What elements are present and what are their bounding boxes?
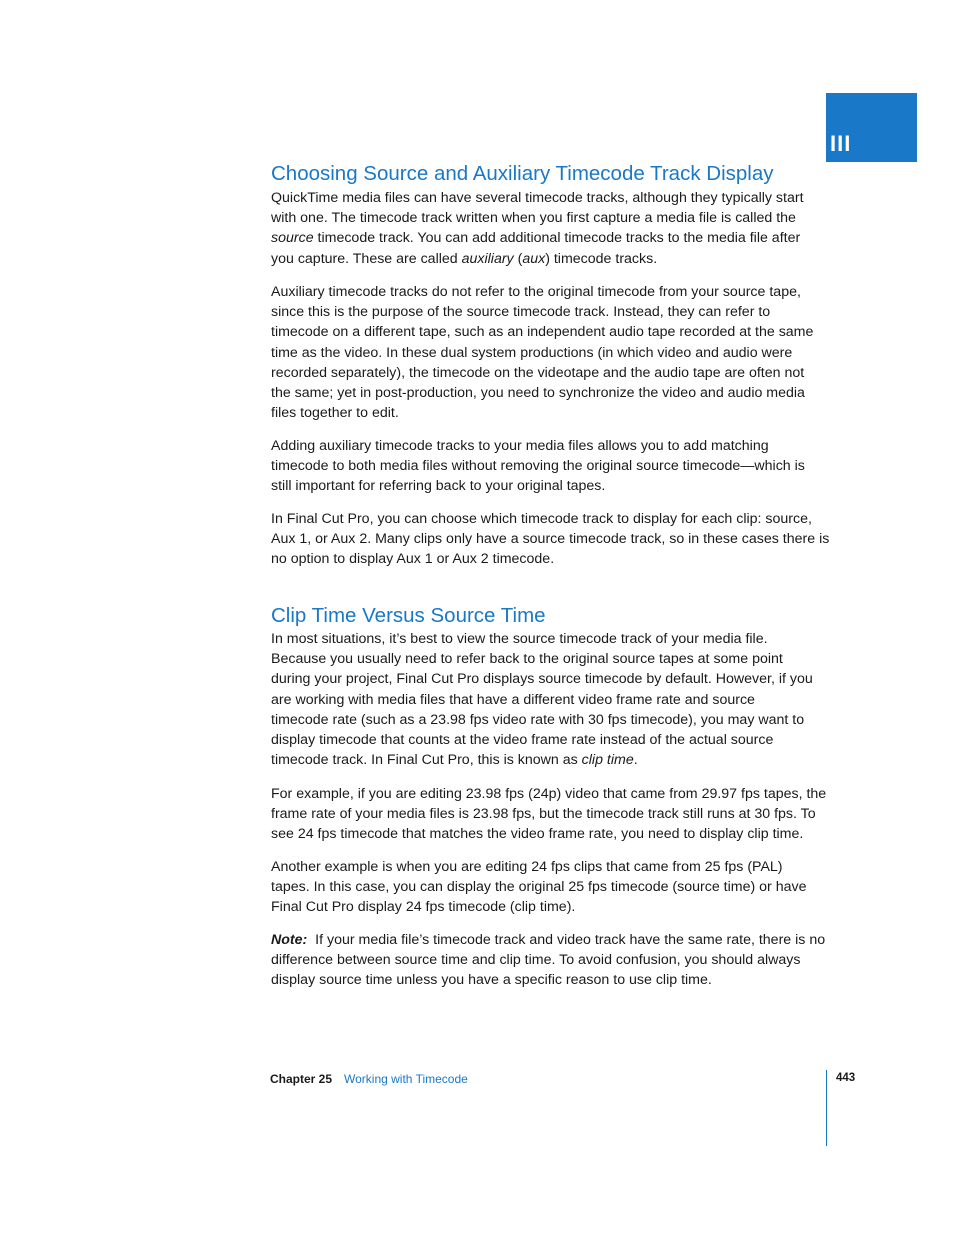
page-number: 443	[836, 1072, 856, 1084]
paragraph	[271, 857, 827, 918]
text-line: timecode to both media files without removing the original source timecode—which is	[271, 458, 805, 475]
text-line: In Final Cut Pro, you can choose which timecode track to display for each clip: source,	[271, 511, 812, 527]
chapter-part-tab	[826, 93, 917, 162]
paragraph	[271, 436, 827, 497]
emphasis: clip time	[581, 752, 634, 769]
text-line: are working with media files that have a different video frame rate and source	[271, 691, 755, 708]
text-line: QuickTime media files can have several timecode tracks, although they typically start	[271, 190, 804, 206]
chapter-part-label: III	[830, 131, 852, 156]
text-line: files together to edit.	[271, 405, 399, 422]
text-line: with one. The timecode track written when you first capture a media file is called the	[271, 210, 796, 227]
text-line	[271, 750, 827, 770]
text-line: For example, if you are editing 23.98 fps (24p) video that came from 29.97 fps tapes, the	[271, 786, 827, 802]
text-line	[271, 930, 827, 950]
text-line: since this is the purpose of the source timecode track. Instead, they can refer to	[271, 304, 771, 321]
text-line: Adding auxiliary timecode tracks to your media files allows you to add matching	[271, 438, 769, 454]
section-heading-clip-time: Clip Time Versus Source Time	[271, 604, 546, 627]
footer-divider	[826, 1070, 827, 1146]
text-line: Because you usually need to refer back to the original source tapes at some point	[271, 651, 783, 668]
paragraph	[271, 188, 827, 269]
text-line: recorded separately), the timecode on the videotape and the audio tape are often not	[271, 364, 805, 381]
emphasis: source	[271, 230, 314, 247]
footer-chapter-label: Chapter 25	[270, 1072, 333, 1086]
text-line: Auxiliary timecode tracks do not refer to the original timecode from your source tape,	[271, 284, 801, 300]
note-label: Note:	[271, 932, 308, 948]
text-line: during your project, Final Cut Pro displays source timecode by default. However, if you	[271, 671, 813, 688]
paragraph	[271, 282, 827, 423]
text-line: timecode on a different tape, such as an independent audio tape recorded at the same	[271, 324, 814, 341]
text-line: timecode rate (such as a 23.98 fps video rate with 30 fps timecode), you may want to	[271, 711, 805, 728]
text-run: you capture. These are called	[271, 250, 462, 267]
text-line	[271, 228, 827, 248]
text-line: still important for referring back to your original tapes.	[271, 478, 606, 495]
paragraph	[271, 509, 830, 570]
text-run: (	[513, 250, 523, 267]
paragraph	[271, 784, 827, 845]
text-run: If your media file’s timecode track and video track have the same rate, there is no	[307, 932, 826, 948]
text-line: In most situations, it’s best to view the source timecode track of your media file.	[271, 631, 768, 647]
text-line: Final Cut Pro display 24 fps timecode (clip time).	[271, 899, 576, 916]
text-line: display source time unless you have a specific reason to use clip time.	[271, 972, 712, 989]
footer-chapter-title: Working with Timecode	[344, 1072, 468, 1086]
note-paragraph	[271, 930, 827, 991]
text-line: Another example is when you are editing 24 fps clips that came from 25 fps (PAL)	[271, 859, 783, 875]
text-line: time as the video. In these dual system productions (in which video and audio were	[271, 344, 793, 361]
paragraph	[271, 629, 827, 770]
text-line: Aux 1, or Aux 2. Many clips only have a source timecode track, so in these cases there is	[271, 531, 830, 548]
text-run: timecode track. You can add additional timecode tracks to the media file after	[313, 230, 801, 247]
text-line: see 24 fps timecode that matches the video frame rate, you need to display clip time.	[271, 826, 804, 843]
emphasis: aux	[522, 250, 546, 267]
text-run: .	[633, 752, 638, 769]
text-line: tapes. In this case, you can display the original 25 fps timecode (source time) or have	[271, 879, 807, 896]
text-line	[271, 249, 827, 269]
text-line: difference between source time and clip time. To avoid confusion, you should always	[271, 952, 801, 969]
section-heading-timecode-track-display: Choosing Source and Auxiliary Timecode Track Display	[271, 162, 774, 185]
text-line: the same; yet in post-production, you need to synchronize the video and audio media	[271, 385, 805, 402]
emphasis: auxiliary	[461, 250, 514, 267]
text-line: frame rate of your media files is 23.98 fps, but the timecode track still runs at 30 fps. To	[271, 806, 816, 823]
text-line: no option to display Aux 1 or Aux 2 timecode.	[271, 551, 555, 568]
text-run: timecode track. In Final Cut Pro, this is known as	[271, 752, 582, 769]
text-line: display timecode that counts at the video frame rate instead of the actual source	[271, 732, 774, 749]
text-run: ) timecode tracks.	[545, 250, 658, 267]
